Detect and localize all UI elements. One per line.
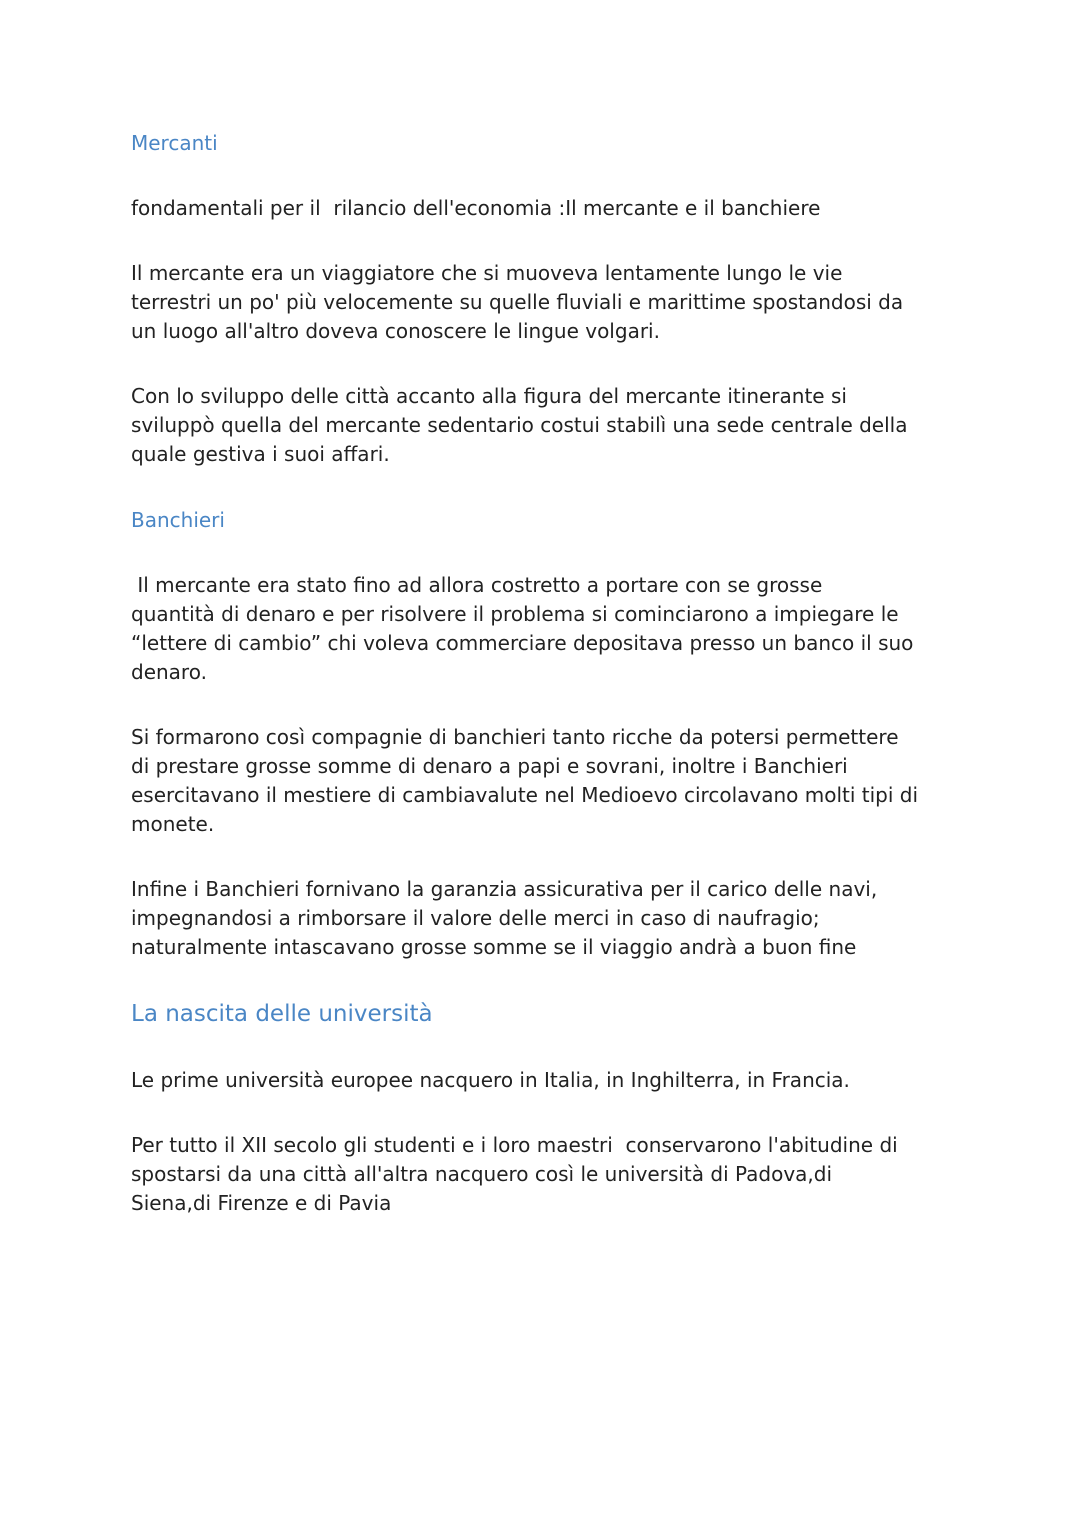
paragraph-mercanti-intro: fondamentali per il rilancio dell'economia :Il mercante e il banchiere [131, 196, 821, 220]
paragraph-prime-universita: Le prime università europee nacquero in Italia, in Inghilterra, in Francia. [131, 1068, 850, 1092]
document-page [131, 128, 961, 1218]
paragraph-mercante-viaggiatore: Il mercante era un viaggiatore che si muoveva lentamente lungo le vie terrestri un po' più velocemente su quelle fluviali e marittime spostandosi da un luogo all'altro doveva conoscere le lingue volgari. [131, 261, 904, 343]
heading-nascita-universita: La nascita delle università [131, 1001, 433, 1027]
paragraph-xii-secolo: Per tutto il XII secolo gli studenti e i loro maestri conservarono l'abitudine di spostarsi da una città all'altra nacquero così le università di Padova,di Siena,di Firenze e di Pavia [131, 1133, 898, 1215]
paragraph-mercante-sedentario: Con lo sviluppo delle città accanto alla figura del mercante itinerante si sviluppò quella del mercante sedentario costui stabilì una sede centrale della quale gestiva i suoi affari. [131, 384, 908, 466]
paragraph-compagnie-banchieri: Si formarono così compagnie di banchieri tanto ricche da potersi permettere di prestare grosse somme di denaro a papi e sovrani, inoltre i Banchieri esercitavano il mestiere di cambiavalute nel Medioevo circolavano molti tipi di monete. [131, 725, 919, 836]
paragraph-lettere-di-cambio: Il mercante era stato fino ad allora costretto a portare con se grosse quantità di denaro e per risolvere il problema si cominciarono a impiegare le “lettere di cambio” chi voleva commerciare depositava presso un banco il suo denaro. [131, 573, 914, 684]
heading-mercanti: Mercanti [131, 131, 218, 155]
heading-banchieri: Banchieri [131, 508, 225, 532]
paragraph-garanzia-assicurativa: Infine i Banchieri fornivano la garanzia assicurativa per il carico delle navi, impegnandosi a rimborsare il valore delle merci in caso di naufragio; naturalmente intascavano grosse somme se il viaggio andrà a buon fine [131, 877, 878, 959]
